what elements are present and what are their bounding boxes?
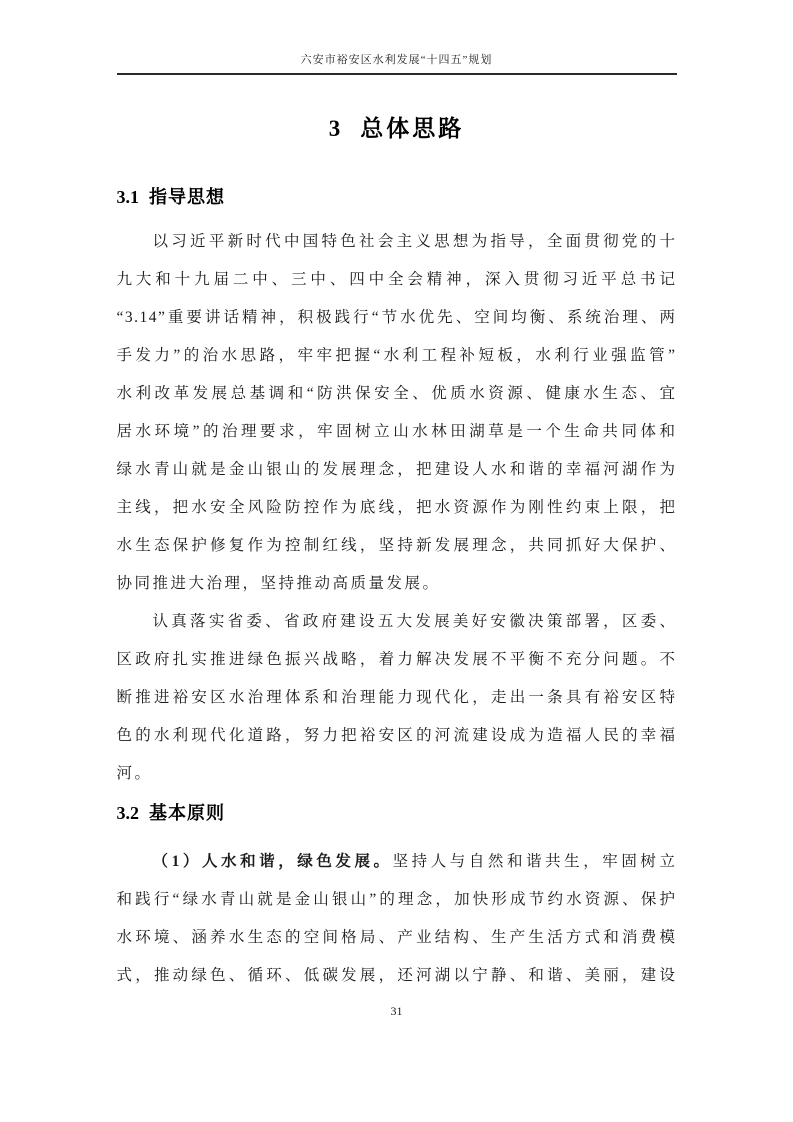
paragraph-line: 协同推进大治理，坚持推动高质量发展。: [116, 575, 441, 592]
paragraph-line: 主线，把水安全风险防控作为底线，把水资源作为刚性约束上限，把: [116, 499, 677, 516]
page-number: 31: [390, 1004, 403, 1018]
section-title-text: 基本原则: [149, 803, 225, 823]
paragraph-line: 以习近平新时代中国特色社会主义思想为指导，全面贯彻党的十: [152, 233, 677, 250]
header-rule: [117, 73, 677, 75]
paragraph-line: 手发力”的治水思路，牢牢把握“水利工程补短板，水利行业强监管”: [116, 347, 677, 364]
paragraph-line: 水利改革发展总基调和“防洪保安全、优质水资源、健康水生态、宜: [116, 385, 677, 402]
paragraph-line: 绿水青山就是金山银山的发展理念，把建设人水和谐的幸福河湖作为: [116, 461, 677, 478]
paragraph: [117, 843, 677, 995]
paragraph-line: “3.14”重要讲话精神，积极践行“节水优先、空间均衡、系统治理、两: [116, 309, 677, 326]
paragraph-line: 区政府扎实推进绿色振兴战略，着力解决发展不平衡不充分问题。不: [116, 651, 677, 668]
paragraph-line: 水环境、涵养水生态的空间格局、产业结构、生产生活方式和消费模: [116, 929, 677, 946]
running-header-text: 六安市裕安区水利发展“十四五”规划: [300, 54, 493, 66]
paragraph-line: 河。: [116, 765, 153, 782]
paragraph-line: 和践行“绿水青山就是金山银山”的理念，加快形成节约水资源、保护: [116, 891, 677, 908]
running-header: [117, 0, 677, 75]
chapter-title-text: 总体思路: [360, 116, 465, 141]
section-title-text: 指导思想: [149, 187, 225, 207]
paragraph-line: [117, 843, 677, 881]
page-content: [117, 0, 677, 1019]
paragraph-lead-rest: 坚持人与自然和谐共生，牢固树立: [392, 853, 677, 870]
paragraph-line: 色的水利现代化道路，努力把裕安区的河流建设成为造福人民的幸福: [116, 727, 677, 744]
paragraph-line: 断推进裕安区水治理体系和治理能力现代化，走出一条具有裕安区特: [116, 689, 677, 706]
paragraph-line: 九大和十九届二中、三中、四中全会精神，深入贯彻习近平总书记: [116, 271, 677, 288]
paragraph-line: 式，推动绿色、循环、低碳发展，还河湖以宁静、和谐、美丽，建设: [116, 967, 677, 984]
chapter-title: [117, 113, 677, 145]
section-heading-3-1: [117, 185, 677, 209]
paragraph-lead-bold: （1）人水和谐，绿色发展。: [152, 853, 393, 870]
paragraph: [117, 603, 677, 793]
section-heading-3-2: [117, 801, 677, 825]
paragraph-line: 水生态保护修复作为控制红线，坚持新发展理念，共同抓好大保护、: [116, 537, 677, 554]
section-number: 3.2: [116, 803, 139, 823]
paragraph-line: 认真落实省委、省政府建设五大发展美好安徽决策部署，区委、: [152, 613, 677, 630]
section-number: 3.1: [116, 187, 139, 207]
chapter-number: 3: [328, 116, 341, 141]
paragraph-line: 居水环境”的治理要求，牢固树立山水林田湖草是一个生命共同体和: [116, 423, 677, 440]
paragraph: [117, 223, 677, 603]
